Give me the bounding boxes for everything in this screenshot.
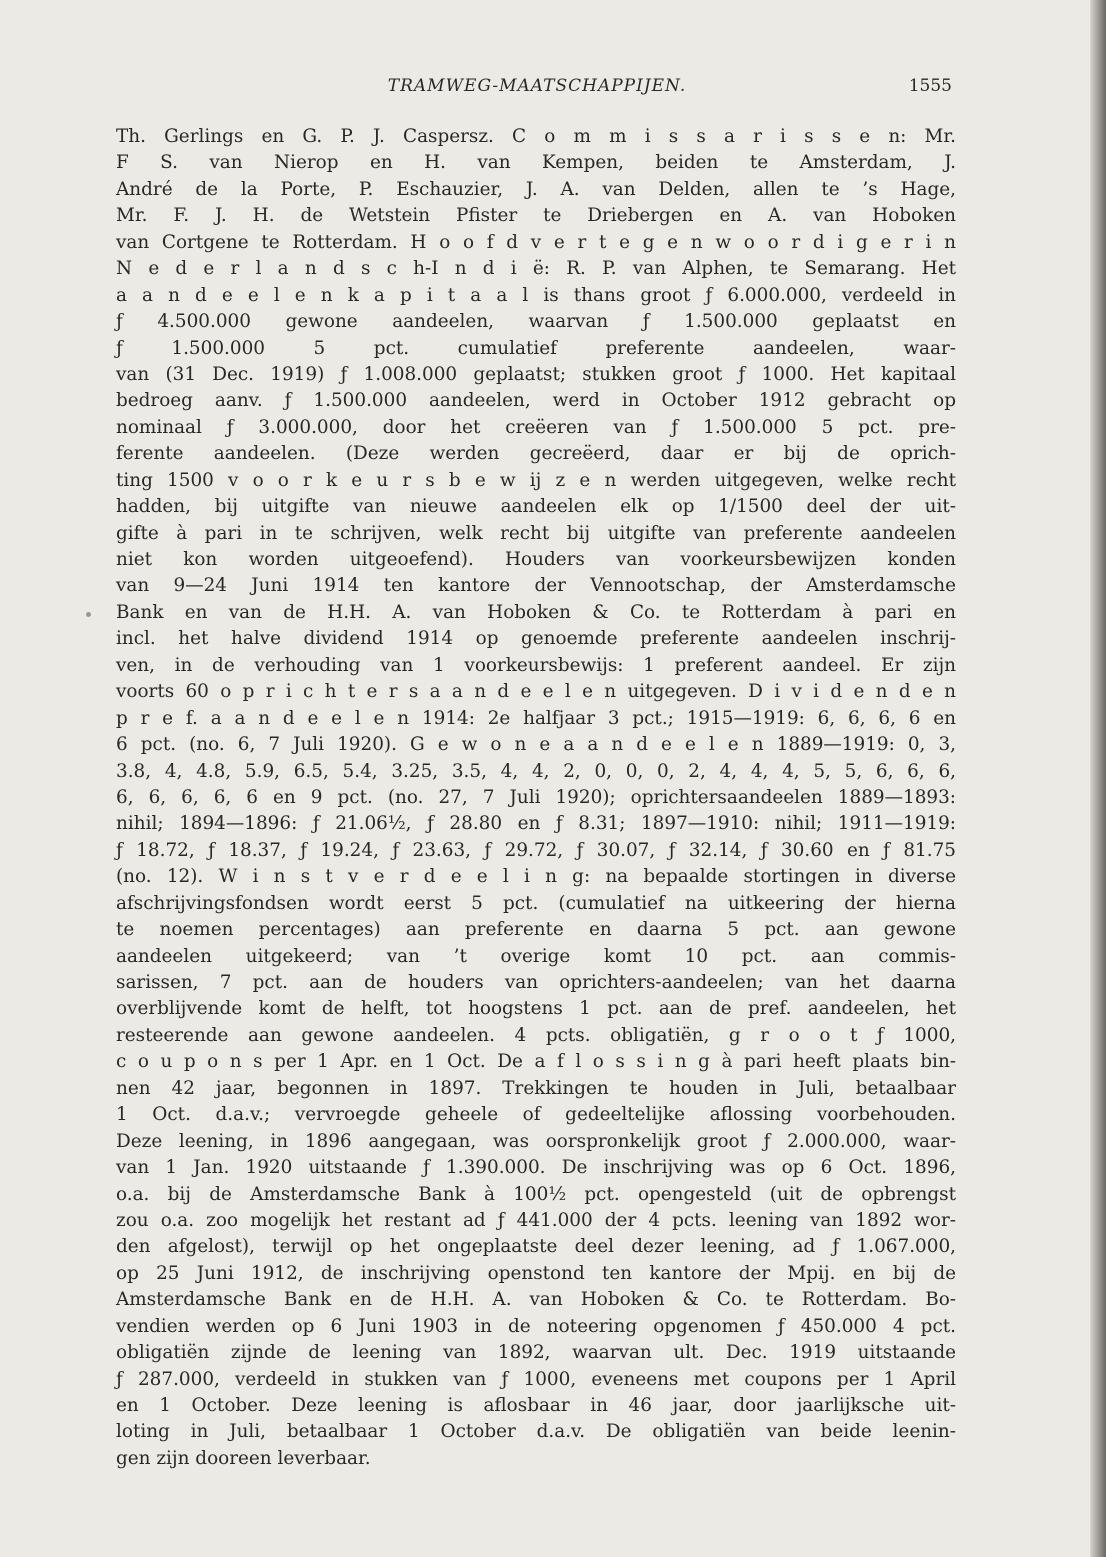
running-title: TRAMWEG-MAATSCHAPPIJEN.: [387, 76, 687, 96]
text-line: o.a. bij de Amsterdamsche Bank à 100½ pct. opengesteld (uit de opbrengst: [116, 1183, 956, 1205]
text-line: gifte à pari in te schrijven, welk recht bij uitgifte van preferente aandeelen: [116, 522, 956, 544]
text-line: nominaal ƒ 3.000.000, door het creëeren van ƒ 1.500.000 5 pct. pre-: [116, 416, 956, 438]
text-line: ƒ 4.500.000 gewone aandeelen, waarvan ƒ 1.500.000 geplaatst en: [116, 311, 956, 333]
text-line: obligatiën zijnde de leening van 1892, waarvan ult. Dec. 1919 uitstaande: [116, 1342, 956, 1364]
text-line: ƒ 18.72, ƒ 18.37, ƒ 19.24, ƒ 23.63, ƒ 29.72, ƒ 30.07, ƒ 32.14, ƒ 30.60 en ƒ 81.75: [116, 839, 956, 861]
text-line: 3.8, 4, 4.8, 5.9, 6.5, 5.4, 3.25, 3.5, 4, 4, 2, 0, 0, 0, 2, 4, 4, 4, 5, 5, 6, 6, 6,: [116, 760, 956, 782]
text-line: Mr. F. J. H. de Wetstein Pfister te Driebergen en A. van Hoboken: [116, 205, 956, 227]
text-line: resteerende aan gewone aandeelen. 4 pcts. obligatiën, g r o o t ƒ 1000,: [116, 1024, 956, 1046]
text-line: van 1 Jan. 1920 uitstaande ƒ 1.390.000. De inschrijving was op 6 Oct. 1896,: [116, 1157, 956, 1179]
text-line: gen zijn dooreen leverbaar.: [116, 1447, 371, 1469]
text-line: niet kon worden uitgeoefend). Houders van voorkeursbewijzen konden: [116, 549, 956, 570]
text-line: overblijvende komt de helft, tot hoogstens 1 pct. aan de pref. aandeelen, het: [116, 998, 956, 1020]
text-line: van Cortgene te Rotterdam. H o o f d v e r t e g e n w o o r d i g e r i n: [116, 231, 956, 253]
text-line: 1 Oct. d.a.v.; vervroegde geheele of gedeeltelijke aflossing voorbehouden.: [116, 1104, 956, 1126]
speck-mark: [86, 612, 91, 617]
text-line: 6, 6, 6, 6, 6 en 9 pct. (no. 27, 7 Juli 1920); oprichtersaandeelen 1889—1893:: [116, 786, 956, 808]
text-line: incl. het halve dividend 1914 op genoemde preferente aandeelen inschrij-: [116, 628, 956, 650]
text-line: bedroeg aanv. ƒ 1.500.000 aandeelen, werd in October 1912 gebracht op: [116, 390, 956, 412]
text-line: 6 pct. (no. 6, 7 Juli 1920). G e w o n e a a n d e e l e n 1889—1919: 0, 3,: [116, 734, 956, 756]
text-line: ƒ 287.000, verdeeld in stukken van ƒ 1000, eveneens met coupons per 1 April: [116, 1368, 956, 1390]
text-line: Bank en van de H.H. A. van Hoboken & Co. te Rotterdam à pari en: [116, 601, 956, 623]
text-line: ven, in de verhouding van 1 voorkeursbewijs: 1 preferent aandeel. Er zijn: [116, 654, 956, 676]
text-line: (no. 12). W i n s t v e r d e e l i n g: na bepaalde stortingen in diverse: [116, 866, 956, 888]
book-edge: [1090, 0, 1106, 1557]
text-line: a a n d e e l e n k a p i t a a l is thans groot ƒ 6.000.000, verdeeld in: [116, 284, 956, 306]
text-line: aandeelen uitgekeerd; van ’t overige komt 10 pct. aan commis-: [116, 945, 956, 967]
text-line: te noemen percentages) aan preferente en daarna 5 pct. aan gewone: [116, 919, 956, 941]
text-line: op 25 Juni 1912, de inschrijving openstond ten kantore der Mpij. en bij de: [116, 1262, 956, 1284]
text-line: en 1 October. Deze leening is aflosbaar in 46 jaar, door jaarlijksche uit-: [116, 1395, 956, 1416]
text-line: vendien werden op 6 Juni 1903 in de noteering opgenomen ƒ 450.000 4 pct.: [116, 1315, 956, 1337]
text-line: sarissen, 7 pct. aan de houders van oprichters-aandeelen; van het daarna: [116, 972, 956, 993]
text-line: Deze leening, in 1896 aangegaan, was oorspronkelijk groot ƒ 2.000.000, waar-: [116, 1130, 956, 1152]
text-line: van (31 Dec. 1919) ƒ 1.008.000 geplaatst; stukken groot ƒ 1000. Het kapitaal: [116, 363, 956, 385]
text-line: zou o.a. zoo mogelijk het restant ad ƒ 441.000 der 4 pcts. leening van 1892 wor-: [116, 1209, 956, 1231]
text-line: voorts 60 o p r i c h t e r s a a n d e e l e n uitgegeven. D i v i d e n d e n: [116, 681, 956, 703]
text-line: N e d e r l a n d s c h-I n d i ë: R. P. van Alphen, te Semarang. Het: [116, 258, 956, 280]
text-line: ƒ 1.500.000 5 pct. cumulatief preferente aandeelen, waar-: [116, 337, 956, 359]
text-line: den afgelost), terwijl op het ongeplaatste deel dezer leening, ad ƒ 1.067.000,: [116, 1236, 956, 1258]
text-line: Th. Gerlings en G. P. J. Caspersz. C o m m i s s a r i s s e n: Mr.: [116, 126, 956, 147]
text-line: hadden, bij uitgifte van nieuwe aandeelen elk op 1/1500 deel der uit-: [116, 496, 956, 518]
text-line: Amsterdamsche Bank en de H.H. A. van Hoboken & Co. te Rotterdam. Bo-: [116, 1289, 956, 1311]
page-header: [118, 76, 956, 106]
text-line: F S. van Nierop en H. van Kempen, beiden te Amsterdam, J.: [116, 152, 956, 174]
text-line: ferente aandeelen. (Deze werden gecreëerd, daar er bij de oprich-: [116, 443, 956, 465]
text-line: c o u p o n s per 1 Apr. en 1 Oct. De a f l o s s i n g à pari heeft plaats bin-: [116, 1051, 956, 1073]
text-line: ting 1500 v o o r k e u r s b e w ij z e n werden uitgegeven, welke recht: [116, 469, 956, 491]
text-line: van 9—24 Juni 1914 ten kantore der Vennootschap, der Amsterdamsche: [116, 575, 956, 597]
text-line: nen 42 jaar, begonnen in 1897. Trekkingen te houden in Juli, betaalbaar: [116, 1077, 956, 1099]
text-line: p r e f. a a n d e e l e n 1914: 2e halfjaar 3 pct.; 1915—1919: 6, 6, 6, 6 en: [116, 707, 956, 729]
text-line: afschrijvingsfondsen wordt eerst 5 pct. (cumulatief na uitkeering der hierna: [116, 892, 956, 914]
text-line: nihil; 1894—1896: ƒ 21.06½, ƒ 28.80 en ƒ 8.31; 1897—1910: nihil; 1911—1919:: [116, 813, 956, 835]
text-line: André de la Porte, P. Eschauzier, J. A. van Delden, allen te ’s Hage,: [116, 178, 956, 200]
text-line: loting in Juli, betaalbaar 1 October d.a.v. De obligatiën van beide leenin-: [116, 1421, 956, 1443]
page-number: 1555: [908, 76, 952, 96]
body-text: [116, 124, 956, 1472]
